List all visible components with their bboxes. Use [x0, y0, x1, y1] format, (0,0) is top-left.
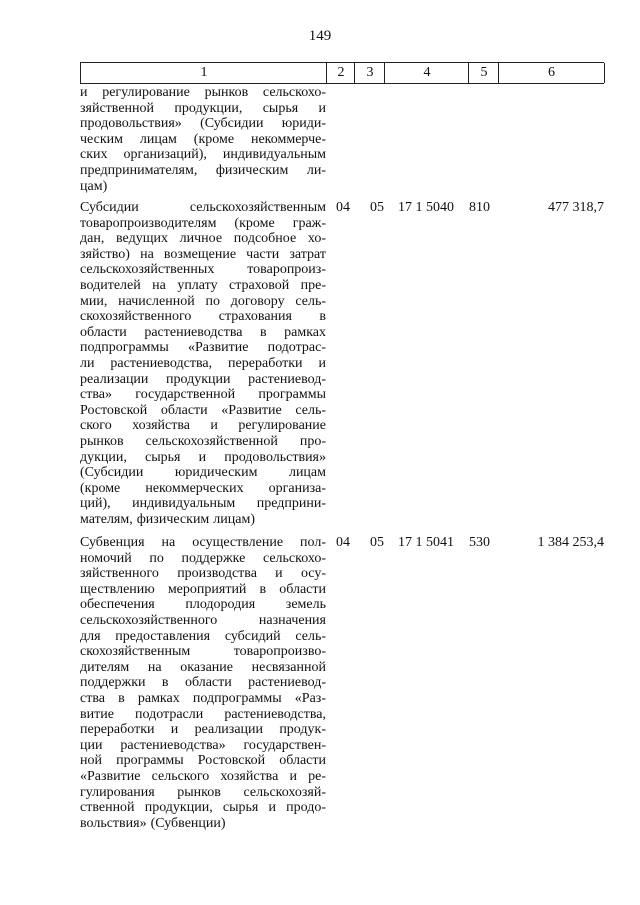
description-line: Субсидии сельскохозяйственным: [80, 200, 326, 215]
description-line: обеспечения плодородия земель: [80, 597, 326, 613]
description-line: ческим лицам (кроме некоммерче-: [80, 131, 326, 147]
description-line: для предоставления субсидий сель-: [80, 628, 326, 644]
description-line: Субвенция на осуществление пол-: [80, 535, 326, 550]
column-header-2: 2: [326, 63, 355, 83]
description-line: ских организаций), индивидуальным: [80, 147, 326, 163]
section-code: 04: [336, 535, 350, 550]
section-code: 04: [336, 200, 350, 215]
description-line: поддержки в области растениевод-: [80, 675, 326, 691]
description-line: гулирования рынков сельскохозяй-: [80, 784, 326, 800]
row-description: [80, 200, 326, 527]
description-line: мателям, физическим лицам): [80, 511, 255, 527]
subsection-code: 05: [370, 535, 384, 550]
description-line: ций), индивидуальным предприни-: [80, 496, 326, 512]
description-line: зяйственной продукции, сырья и: [80, 100, 326, 116]
description-line: дукции, сырья и продовольствия»: [80, 449, 326, 465]
description-line: ществлению мероприятий в области: [80, 581, 326, 597]
description-line: ства в рамках подпрограммы «Раз-: [80, 690, 326, 706]
description-line: Ростовской области «Развитие сель-: [80, 402, 326, 418]
description-line: (кроме некоммерческих организа-: [80, 480, 326, 496]
column-header-4: 4: [384, 63, 469, 83]
description-line: номочий по поддержке сельскохо-: [80, 550, 326, 566]
target-article-code: 17 1 5041: [398, 535, 454, 550]
description-line: ского хозяйства и регулирование: [80, 418, 326, 434]
description-line: дан, ведущих личное подсобное хо-: [80, 231, 326, 247]
description-line: зяйственного производства и осу-: [80, 566, 326, 582]
description-line: (Субсидии юридическим лицам: [80, 465, 326, 481]
target-article-code: 17 1 5040: [398, 200, 454, 215]
amount: 477 318,7: [548, 200, 604, 215]
description-line: подпрограммы «Развитие подотрас-: [80, 340, 326, 356]
description-line: переработки и реализации продук-: [80, 722, 326, 738]
row-description: [80, 85, 326, 194]
description-line: скохозяйственным товаропроизво-: [80, 644, 326, 660]
description-line: ной программы Ростовской области: [80, 753, 326, 769]
description-line: продовольствия» (Субсидии юриди-: [80, 116, 326, 132]
description-line: скохозяйственного страхования в: [80, 309, 326, 325]
description-line: сельскохозяйственного назначения: [80, 612, 326, 628]
description-line: области растениеводства в рамках: [80, 324, 326, 340]
column-header-5: 5: [468, 63, 499, 83]
description-line: цам): [80, 178, 108, 194]
description-line: сельскохозяйственных товаропроиз-: [80, 262, 326, 278]
description-line: ства» государственной программы: [80, 387, 326, 403]
page-number: 149: [308, 28, 332, 44]
column-header-1: 1: [80, 63, 327, 83]
description-line: водителей на уплату страховой пре-: [80, 277, 326, 293]
description-line: и регулирование рынков сельскохо-: [80, 85, 326, 100]
description-line: «Развитие сельского хозяйства и ре-: [80, 768, 326, 784]
column-header-3: 3: [354, 63, 385, 83]
description-line: ственной продукции, сырья и продо-: [80, 800, 326, 816]
column-header-6: 6: [498, 63, 605, 83]
description-line: рынков сельскохозяйственной про-: [80, 433, 326, 449]
expense-type-code: 810: [469, 200, 490, 215]
amount: 1 384 253,4: [537, 535, 604, 550]
subsection-code: 05: [370, 200, 384, 215]
description-line: витие подотрасли растениеводства,: [80, 706, 326, 722]
description-line: ции растениеводства» государствен-: [80, 737, 326, 753]
table-column-header: [80, 62, 604, 84]
description-line: реализации продукции растениевод-: [80, 371, 326, 387]
expense-type-code: 530: [469, 535, 490, 550]
description-line: товаропроизводителям (кроме граж-: [80, 215, 326, 231]
description-line: ли растениеводства, переработки и: [80, 355, 326, 371]
description-line: вольствия» (Субвенции): [80, 815, 226, 831]
description-line: предпринимателям, физическим ли-: [80, 162, 326, 178]
description-line: зяйство) на возмещение части затрат: [80, 246, 326, 262]
description-line: мии, начисленной по договору сель-: [80, 293, 326, 309]
row-description: [80, 535, 326, 831]
description-line: дителям на оказание несвязанной: [80, 659, 326, 675]
